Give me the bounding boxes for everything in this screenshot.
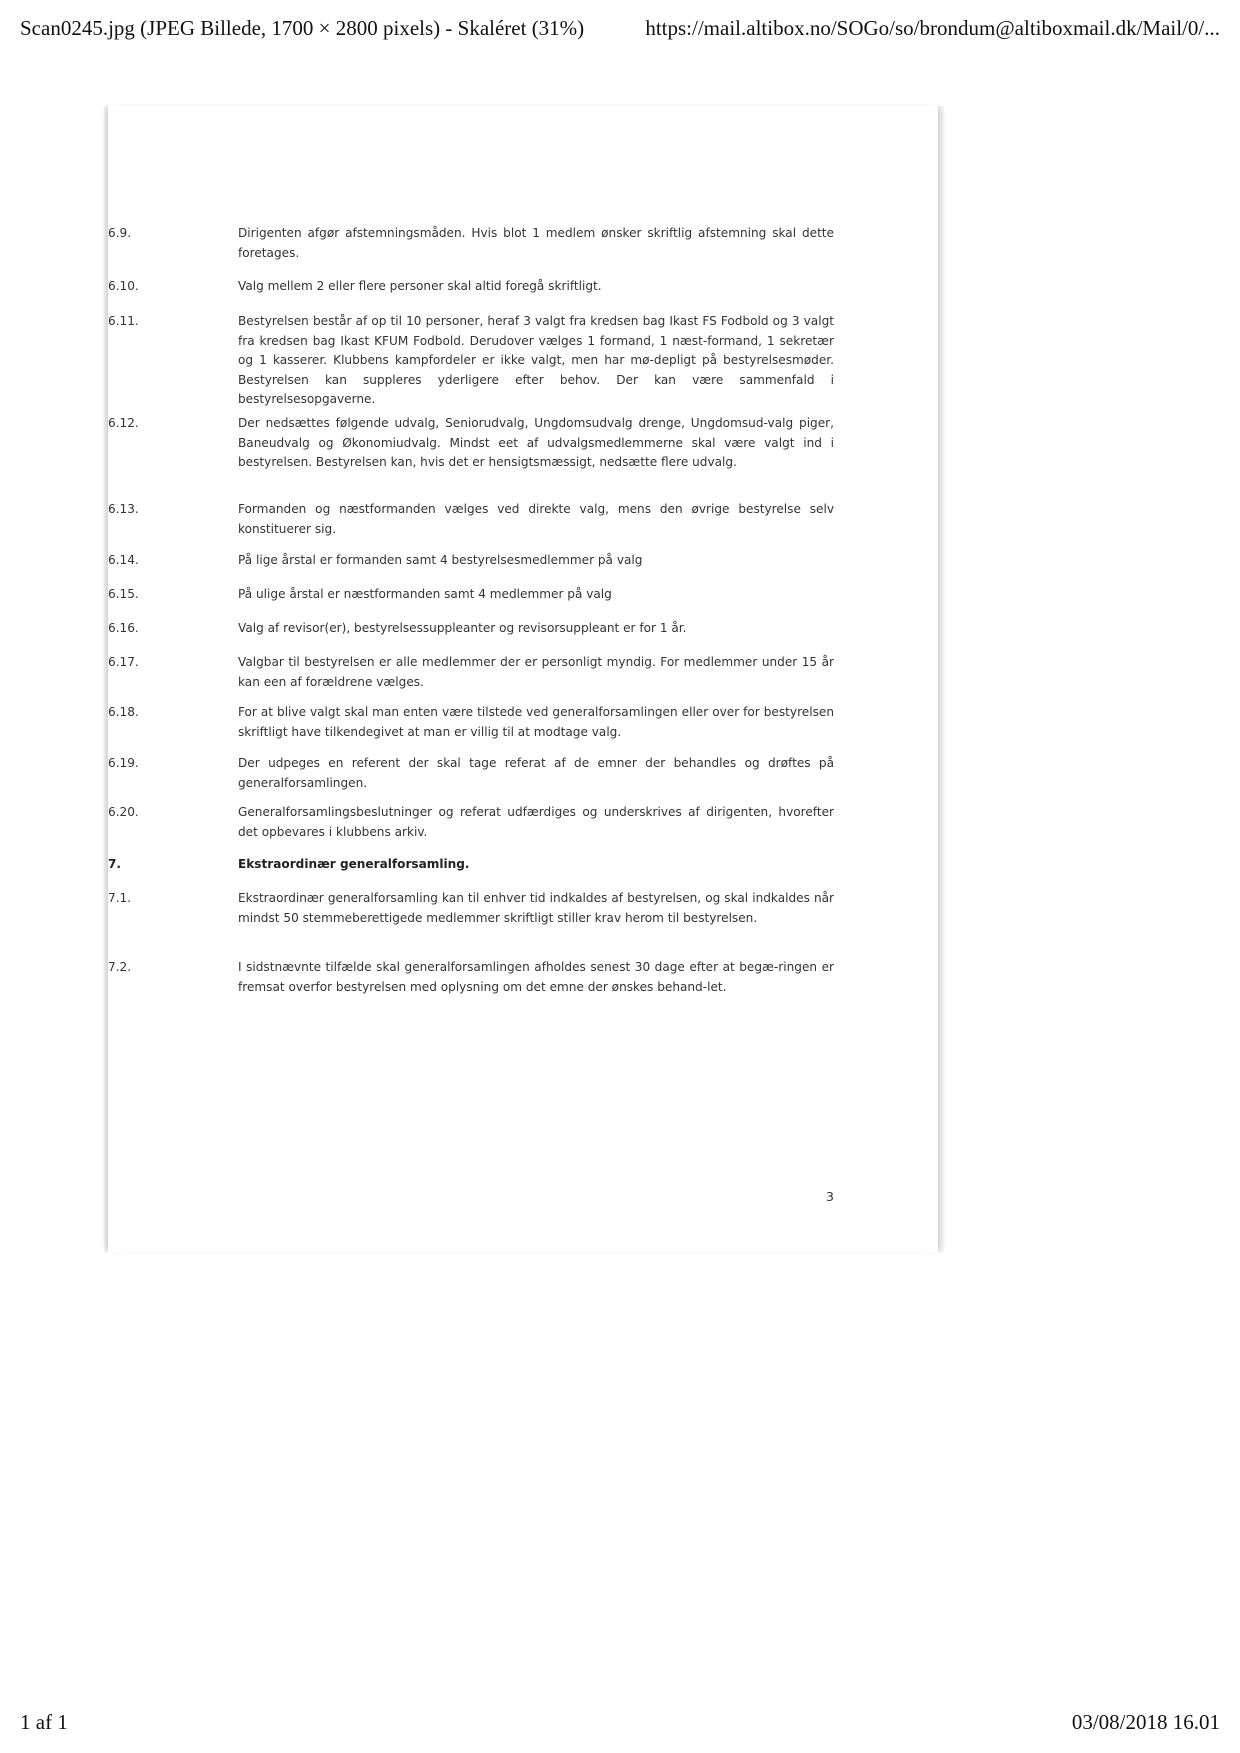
section-number: 6.17. <box>108 655 139 669</box>
section-number: 6.13. <box>108 502 139 516</box>
scanned-page <box>108 106 938 1252</box>
section-number: 6.15. <box>108 587 139 601</box>
section-6-16 <box>108 619 834 639</box>
section-6-9 <box>108 224 834 263</box>
print-header-url[interactable]: https://mail.altibox.no/SOGo/so/brondum@altiboxmail.dk/Mail/0/... <box>645 16 1220 40</box>
section-text: Der nedsættes følgende udvalg, Seniorudvalg, Ungdomsudvalg drenge, Ungdomsud-valg piger, Baneudvalg og Økonomiudvalg. Mindst eet af udvalgsmedlemmerne skal være valgt ind i bestyrelsen. Bestyrelsen kan, hvis det er hensigtsmæssigt, nedsætte flere udvalg. <box>238 416 834 469</box>
section-number: 6.18. <box>108 705 139 719</box>
section-number: 7.2. <box>108 960 132 974</box>
section-6-14 <box>108 551 834 571</box>
section-6-11 <box>108 312 834 410</box>
section-number: 6.14. <box>108 553 139 567</box>
section-number: 6.10. <box>108 279 139 293</box>
section-number: 7.1. <box>108 891 132 905</box>
section-number: 7. <box>108 857 122 871</box>
section-number: 6.9. <box>108 226 132 240</box>
section-text: I sidstnævnte tilfælde skal generalforsamlingen afholdes senest 30 dage efter at begæ-ringen er fremsat overfor bestyrelsen med oplysning om det emne der ønskes behand-let. <box>238 960 834 994</box>
section-6-12 <box>108 414 834 473</box>
section-6-20 <box>108 803 834 842</box>
section-heading-text: Ekstraordinær generalforsamling. <box>238 857 470 871</box>
section-text: På ulige årstal er næstformanden samt 4 medlemmer på valg <box>238 587 612 601</box>
section-text: Generalforsamlingsbeslutninger og referat udfærdiges og underskrives af dirigenten, hvorefter det opbevares i klubbens arkiv. <box>238 805 834 839</box>
section-text: Dirigenten afgør afstemningsmåden. Hvis blot 1 medlem ønsker skriftlig afstemning skal dette foretages. <box>238 226 834 260</box>
section-6-10 <box>108 277 834 297</box>
section-6-13 <box>108 500 834 539</box>
print-footer-datetime: 03/08/2018 16.01 <box>1071 1710 1220 1734</box>
section-number: 6.12. <box>108 416 139 430</box>
section-7-1 <box>108 889 834 928</box>
print-footer-page-count: 1 af 1 <box>20 1710 68 1734</box>
section-number: 6.11. <box>108 314 139 328</box>
section-text: Formanden og næstformanden vælges ved direkte valg, mens den øvrige bestyrelse selv konstituerer sig. <box>238 502 834 536</box>
section-number: 6.20. <box>108 805 139 819</box>
section-6-19 <box>108 754 834 793</box>
section-text: Valg af revisor(er), bestyrelsessuppleanter og revisorsuppleant er for 1 år. <box>238 621 687 635</box>
section-text: Valgbar til bestyrelsen er alle medlemmer der er personligt myndig. For medlemmer under 15 år kan een af forældrene vælges. <box>238 655 834 689</box>
section-text: På lige årstal er formanden samt 4 bestyrelsesmedlemmer på valg <box>238 553 643 567</box>
section-7-heading <box>108 855 834 875</box>
section-text: Der udpeges en referent der skal tage referat af de emner der behandles og drøftes på generalforsamlingen. <box>238 756 834 790</box>
section-6-15 <box>108 585 834 605</box>
print-header-title: Scan0245.jpg (JPEG Billede, 1700 × 2800 pixels) - Skaléret (31%) <box>20 16 585 40</box>
section-7-2 <box>108 958 834 997</box>
section-6-18 <box>108 703 834 742</box>
section-number: 6.16. <box>108 621 139 635</box>
section-text: Ekstraordinær generalforsamling kan til enhver tid indkaldes af bestyrelsen, og skal indkaldes når mindst 50 stemmeberettigede medlemmer skriftligt stiller krav herom til bestyrelsen. <box>238 891 834 925</box>
section-text: Valg mellem 2 eller flere personer skal altid foregå skriftligt. <box>238 279 602 293</box>
section-text: For at blive valgt skal man enten være tilstede ved generalforsamlingen eller over for bestyrelsen skriftligt have tilkendegivet at man er villig til at modtage valg. <box>238 705 834 739</box>
page-number: 3 <box>826 1189 834 1204</box>
section-text: Bestyrelsen består af op til 10 personer, heraf 3 valgt fra kredsen bag Ikast FS Fodbold og 3 valgt fra kredsen bag Ikast KFUM Fodbold. Derudover vælges 1 formand, 1 næst-formand, 1 sekretær og 1 kasserer. Klubbens kampfordeler er ikke valgt, men har mø-depligt på bestyrelsesmøder. Bestyrelsen kan suppleres yderligere efter behov. Der kan være sammenfald i bestyrelsesopgaverne. <box>238 314 834 406</box>
section-6-17 <box>108 653 834 692</box>
section-number: 6.19. <box>108 756 139 770</box>
